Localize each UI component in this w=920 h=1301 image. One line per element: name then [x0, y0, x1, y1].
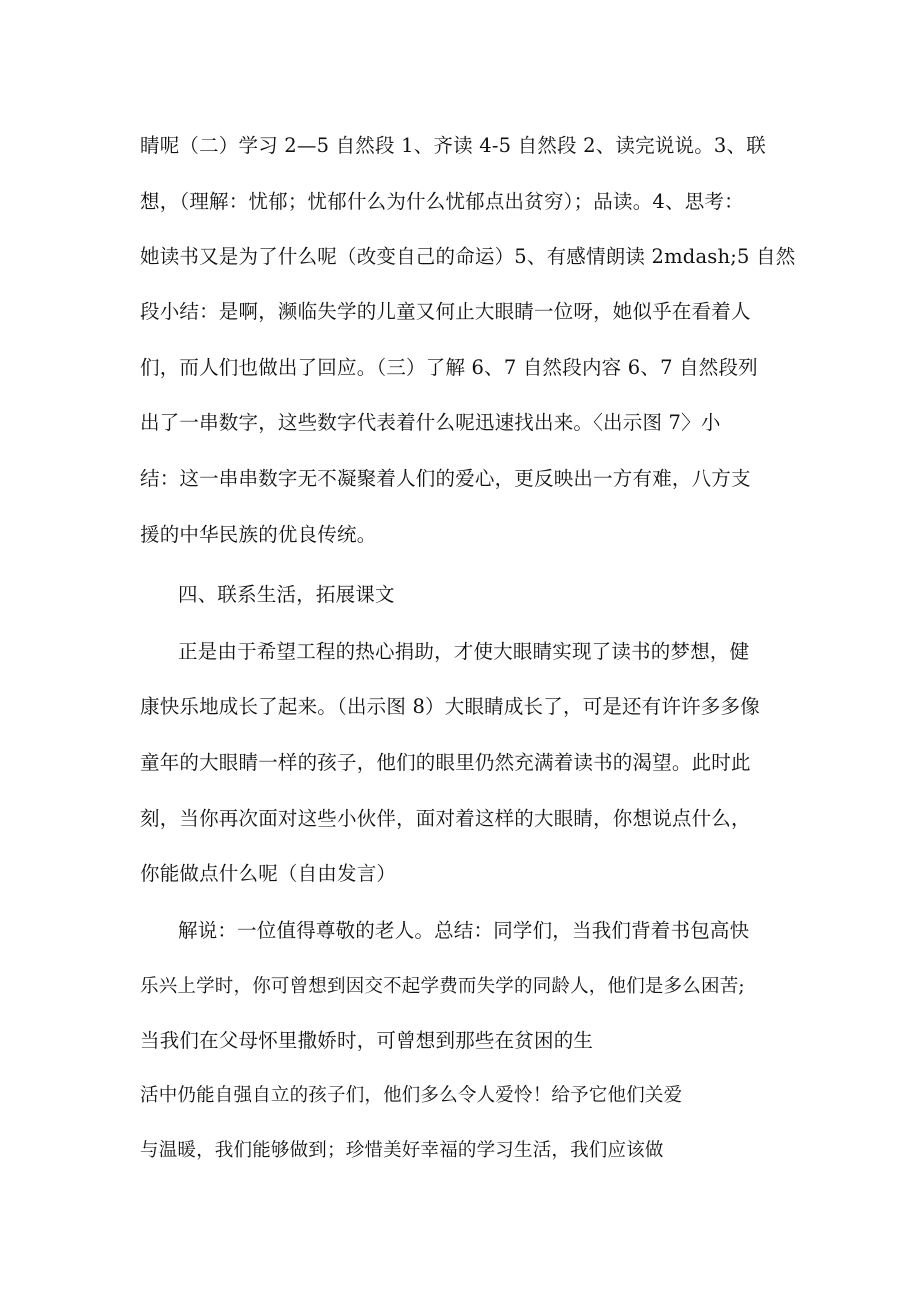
text-line-6: 出了一串数字，这些数字代表着什么呢迅速找出来。〈出示图 7〉小 [140, 411, 721, 434]
text-line-14: 你能做点什么呢（自由发言） [140, 862, 397, 885]
text-line-2: 想，（理解：忧郁；忧郁什么为什么忧郁点出贫穷）；品读。4、思考： [140, 190, 744, 213]
text-line-1: 睛呢（二）学习 2—5 自然段 1、齐读 4-5 自然段 2、读完说说。3、联 [140, 134, 766, 157]
text-line-19: 与温暖，我们能够做到；珍惜美好幸福的学习生活，我们应该做 [140, 1140, 664, 1161]
text-line-13: 刻，当你再次面对这些小伙伴，面对着这样的大眼睛，你想说点什么， [140, 807, 751, 830]
text-line-12: 童年的大眼睛一样的孩子，他们的眼里仍然充满着读书的渴望。此时此 [140, 751, 751, 774]
text-line-16: 乐兴上学时，你可曾想到因交不起学费而失学的同龄人，他们是多么困苦; [140, 976, 745, 997]
text-line-10: 正是由于希望工程的热心捐助，才使大眼睛实现了读书的梦想，健 [178, 640, 750, 663]
text-line-11: 康快乐地成长了起来。（出示图 8）大眼睛成长了，可是还有许许多多像 [140, 695, 760, 718]
text-line-17: 当我们在父母怀里撒娇时，可曾想到那些在贫困的生 [140, 1029, 594, 1052]
section-heading: 四、联系生活，拓展课文 [178, 583, 395, 606]
text-line-15: 解说：一位值得尊敬的老人。总结：同学们，当我们背着书包高快 [178, 919, 750, 942]
text-line-8: 援的中华民族的优良传统。 [140, 523, 377, 546]
text-line-5: 们，而人们也做出了回应。（三）了解 6、7 自然段内容 6、7 自然段列 [140, 356, 758, 379]
text-line-7: 结：这一串串数字无不凝聚着人们的爱心，更反映出一方有难，八方支 [140, 467, 751, 490]
text-line-4: 段小结：是啊，濒临失学的儿童又何止大眼睛一位呀，她似乎在看着人 [140, 300, 751, 323]
text-line-3: 她读书又是为了什么呢（改变自己的命运）5、有感情朗读 2mdash;5 自然 [140, 245, 796, 268]
text-line-18: 活中仍能自强自立的孩子们，他们多么令人爱怜！给予它他们关爱 [140, 1085, 683, 1106]
